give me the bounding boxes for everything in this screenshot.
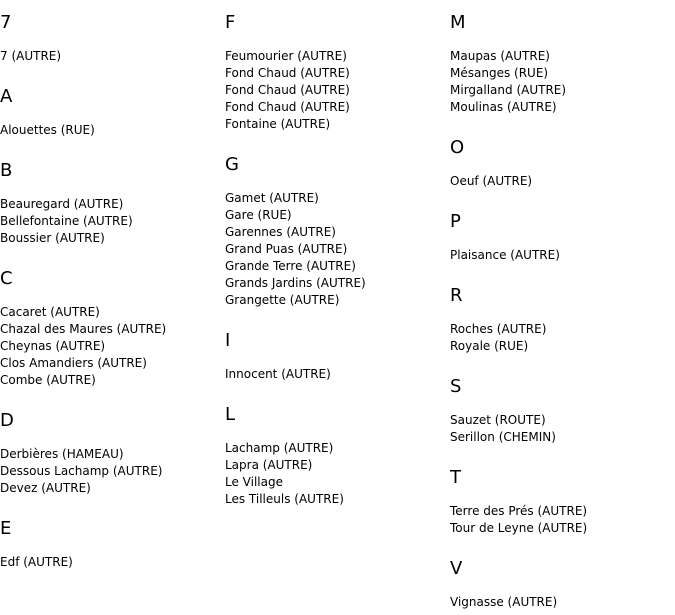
street-link[interactable]: Grangette (AUTRE)	[225, 293, 340, 307]
letter-section-7	[0, 12, 225, 65]
street-list	[0, 446, 225, 497]
letter-section-d	[0, 410, 225, 497]
street-list	[0, 554, 225, 571]
street-list	[450, 173, 675, 190]
letter-section-f	[225, 12, 450, 133]
street-list-item	[225, 207, 450, 224]
letter-section-o	[450, 137, 675, 190]
street-link[interactable]: Mirgalland (AUTRE)	[450, 83, 567, 97]
street-list	[225, 366, 450, 383]
street-link[interactable]: Le Village	[225, 475, 283, 489]
street-list-item	[450, 173, 675, 190]
street-list-item	[225, 224, 450, 241]
street-link[interactable]: Lachamp (AUTRE)	[225, 441, 334, 455]
street-list-item	[225, 457, 450, 474]
street-link[interactable]: Fontaine (AUTRE)	[225, 117, 331, 131]
street-list	[450, 412, 675, 446]
street-list	[450, 48, 675, 116]
street-link[interactable]: Tour de Leyne (AUTRE)	[450, 521, 588, 535]
street-link[interactable]: Innocent (AUTRE)	[225, 367, 331, 381]
street-link[interactable]: Combe (AUTRE)	[0, 373, 96, 387]
street-link[interactable]: Gare (RUE)	[225, 208, 292, 222]
street-list-item	[0, 463, 225, 480]
street-link[interactable]: Cheynas (AUTRE)	[0, 339, 106, 353]
street-list-item	[450, 99, 675, 116]
street-link[interactable]: Maupas (AUTRE)	[450, 49, 550, 63]
letter-heading: E	[0, 518, 12, 539]
letter-heading: M	[450, 12, 466, 33]
street-list-item	[225, 440, 450, 457]
street-link[interactable]: Dessous Lachamp (AUTRE)	[0, 464, 163, 478]
street-list	[450, 594, 675, 611]
street-link[interactable]: Serillon (CHEMIN)	[450, 430, 556, 444]
street-list-item	[225, 116, 450, 133]
street-list-item	[0, 122, 225, 139]
letter-heading: L	[225, 404, 236, 425]
street-list-item	[225, 190, 450, 207]
street-list-item	[450, 412, 675, 429]
street-link[interactable]: Cacaret (AUTRE)	[0, 305, 100, 319]
street-link[interactable]: Les Tilleuls (AUTRE)	[225, 492, 344, 506]
letter-heading: R	[450, 285, 463, 306]
street-link[interactable]: Garennes (AUTRE)	[225, 225, 336, 239]
street-list-item	[450, 429, 675, 446]
letter-section-b	[0, 160, 225, 247]
street-link[interactable]: Edf (AUTRE)	[0, 555, 73, 569]
letter-section-a	[0, 86, 225, 139]
street-link[interactable]: Sauzet (ROUTE)	[450, 413, 546, 427]
letter-section-i	[225, 330, 450, 383]
street-list-item	[450, 520, 675, 537]
street-list	[225, 190, 450, 309]
street-link[interactable]: Bellefontaine (AUTRE)	[0, 214, 133, 228]
letter-heading: G	[225, 154, 239, 175]
street-list-item	[225, 99, 450, 116]
street-list	[450, 321, 675, 355]
street-link[interactable]: Devez (AUTRE)	[0, 481, 91, 495]
letter-heading: B	[0, 160, 13, 181]
street-list-item	[0, 338, 225, 355]
street-list-item	[0, 554, 225, 571]
letter-heading: 7	[0, 12, 12, 33]
street-list-item	[225, 366, 450, 383]
street-list-item	[0, 230, 225, 247]
street-link[interactable]: Beauregard (AUTRE)	[0, 197, 124, 211]
street-list-item	[450, 65, 675, 82]
street-link[interactable]: 7 (AUTRE)	[0, 49, 62, 63]
street-link[interactable]: Royale (RUE)	[450, 339, 529, 353]
street-list-item	[0, 48, 225, 65]
street-link[interactable]: Grands Jardins (AUTRE)	[225, 276, 366, 290]
letter-heading: A	[0, 86, 13, 107]
street-list-item	[450, 503, 675, 520]
letter-section-e	[0, 518, 225, 571]
street-link[interactable]: Alouettes (RUE)	[0, 123, 95, 137]
street-list-item	[450, 321, 675, 338]
street-link[interactable]: Boussier (AUTRE)	[0, 231, 105, 245]
letter-heading: D	[0, 410, 14, 431]
street-list	[225, 440, 450, 508]
street-list-item	[225, 241, 450, 258]
street-link[interactable]: Feumourier (AUTRE)	[225, 49, 347, 63]
street-list-item	[225, 48, 450, 65]
street-link[interactable]: Fond Chaud (AUTRE)	[225, 100, 350, 114]
letter-section-l	[225, 404, 450, 508]
street-list-item	[225, 258, 450, 275]
street-list-item	[0, 304, 225, 321]
street-list-item	[450, 247, 675, 264]
street-list-item	[225, 491, 450, 508]
street-link[interactable]: Roches (AUTRE)	[450, 322, 547, 336]
letter-section-g	[225, 154, 450, 309]
street-list-item	[450, 48, 675, 65]
letter-section-r	[450, 285, 675, 355]
street-list-item	[450, 338, 675, 355]
street-link[interactable]: Plaisance (AUTRE)	[450, 248, 560, 262]
street-link[interactable]: Fond Chaud (AUTRE)	[225, 66, 350, 80]
street-list-item	[0, 355, 225, 372]
street-link[interactable]: Moulinas (AUTRE)	[450, 100, 557, 114]
street-list-item	[225, 474, 450, 491]
street-list-item	[0, 196, 225, 213]
street-list	[450, 247, 675, 264]
street-link[interactable]: Grande Terre (AUTRE)	[225, 259, 356, 273]
street-link[interactable]: Gamet (AUTRE)	[225, 191, 319, 205]
street-list-item	[0, 372, 225, 389]
street-list-item	[450, 82, 675, 99]
street-list-item	[225, 65, 450, 82]
street-list-item	[450, 594, 675, 611]
letter-heading: V	[450, 558, 463, 579]
letter-heading: F	[225, 12, 236, 33]
street-link[interactable]: Clos Amandiers (AUTRE)	[0, 356, 147, 370]
street-link[interactable]: Vignasse (AUTRE)	[450, 595, 558, 609]
street-list-item	[0, 321, 225, 338]
letter-section-s	[450, 376, 675, 446]
letter-heading: C	[0, 268, 13, 289]
street-link[interactable]: Lapra (AUTRE)	[225, 458, 313, 472]
letter-heading: I	[225, 330, 231, 351]
street-list-item	[225, 275, 450, 292]
street-link[interactable]: Fond Chaud (AUTRE)	[225, 83, 350, 97]
street-list	[0, 196, 225, 247]
letter-heading: P	[450, 211, 461, 232]
letter-section-m	[450, 12, 675, 116]
street-list-item	[0, 446, 225, 463]
street-list-item	[0, 213, 225, 230]
street-list	[450, 503, 675, 537]
street-list	[0, 304, 225, 389]
letter-heading: S	[450, 376, 462, 397]
street-link[interactable]: Oeuf (AUTRE)	[450, 174, 533, 188]
street-link[interactable]: Chazal des Maures (AUTRE)	[0, 322, 167, 336]
letter-section-c	[0, 268, 225, 389]
street-list-item	[225, 82, 450, 99]
street-link[interactable]: Mésanges (RUE)	[450, 66, 549, 80]
letter-section-p	[450, 211, 675, 264]
letter-section-t	[450, 467, 675, 537]
street-link[interactable]: Grand Puas (AUTRE)	[225, 242, 348, 256]
street-list	[225, 48, 450, 133]
letter-heading: T	[450, 467, 461, 488]
street-list	[0, 48, 225, 65]
letter-section-v	[450, 558, 675, 611]
street-list-item	[225, 292, 450, 309]
street-link[interactable]: Derbières (HAMEAU)	[0, 447, 124, 461]
street-link[interactable]: Terre des Prés (AUTRE)	[450, 504, 588, 518]
street-list-item	[0, 480, 225, 497]
street-list	[0, 122, 225, 139]
letter-heading: O	[450, 137, 465, 158]
